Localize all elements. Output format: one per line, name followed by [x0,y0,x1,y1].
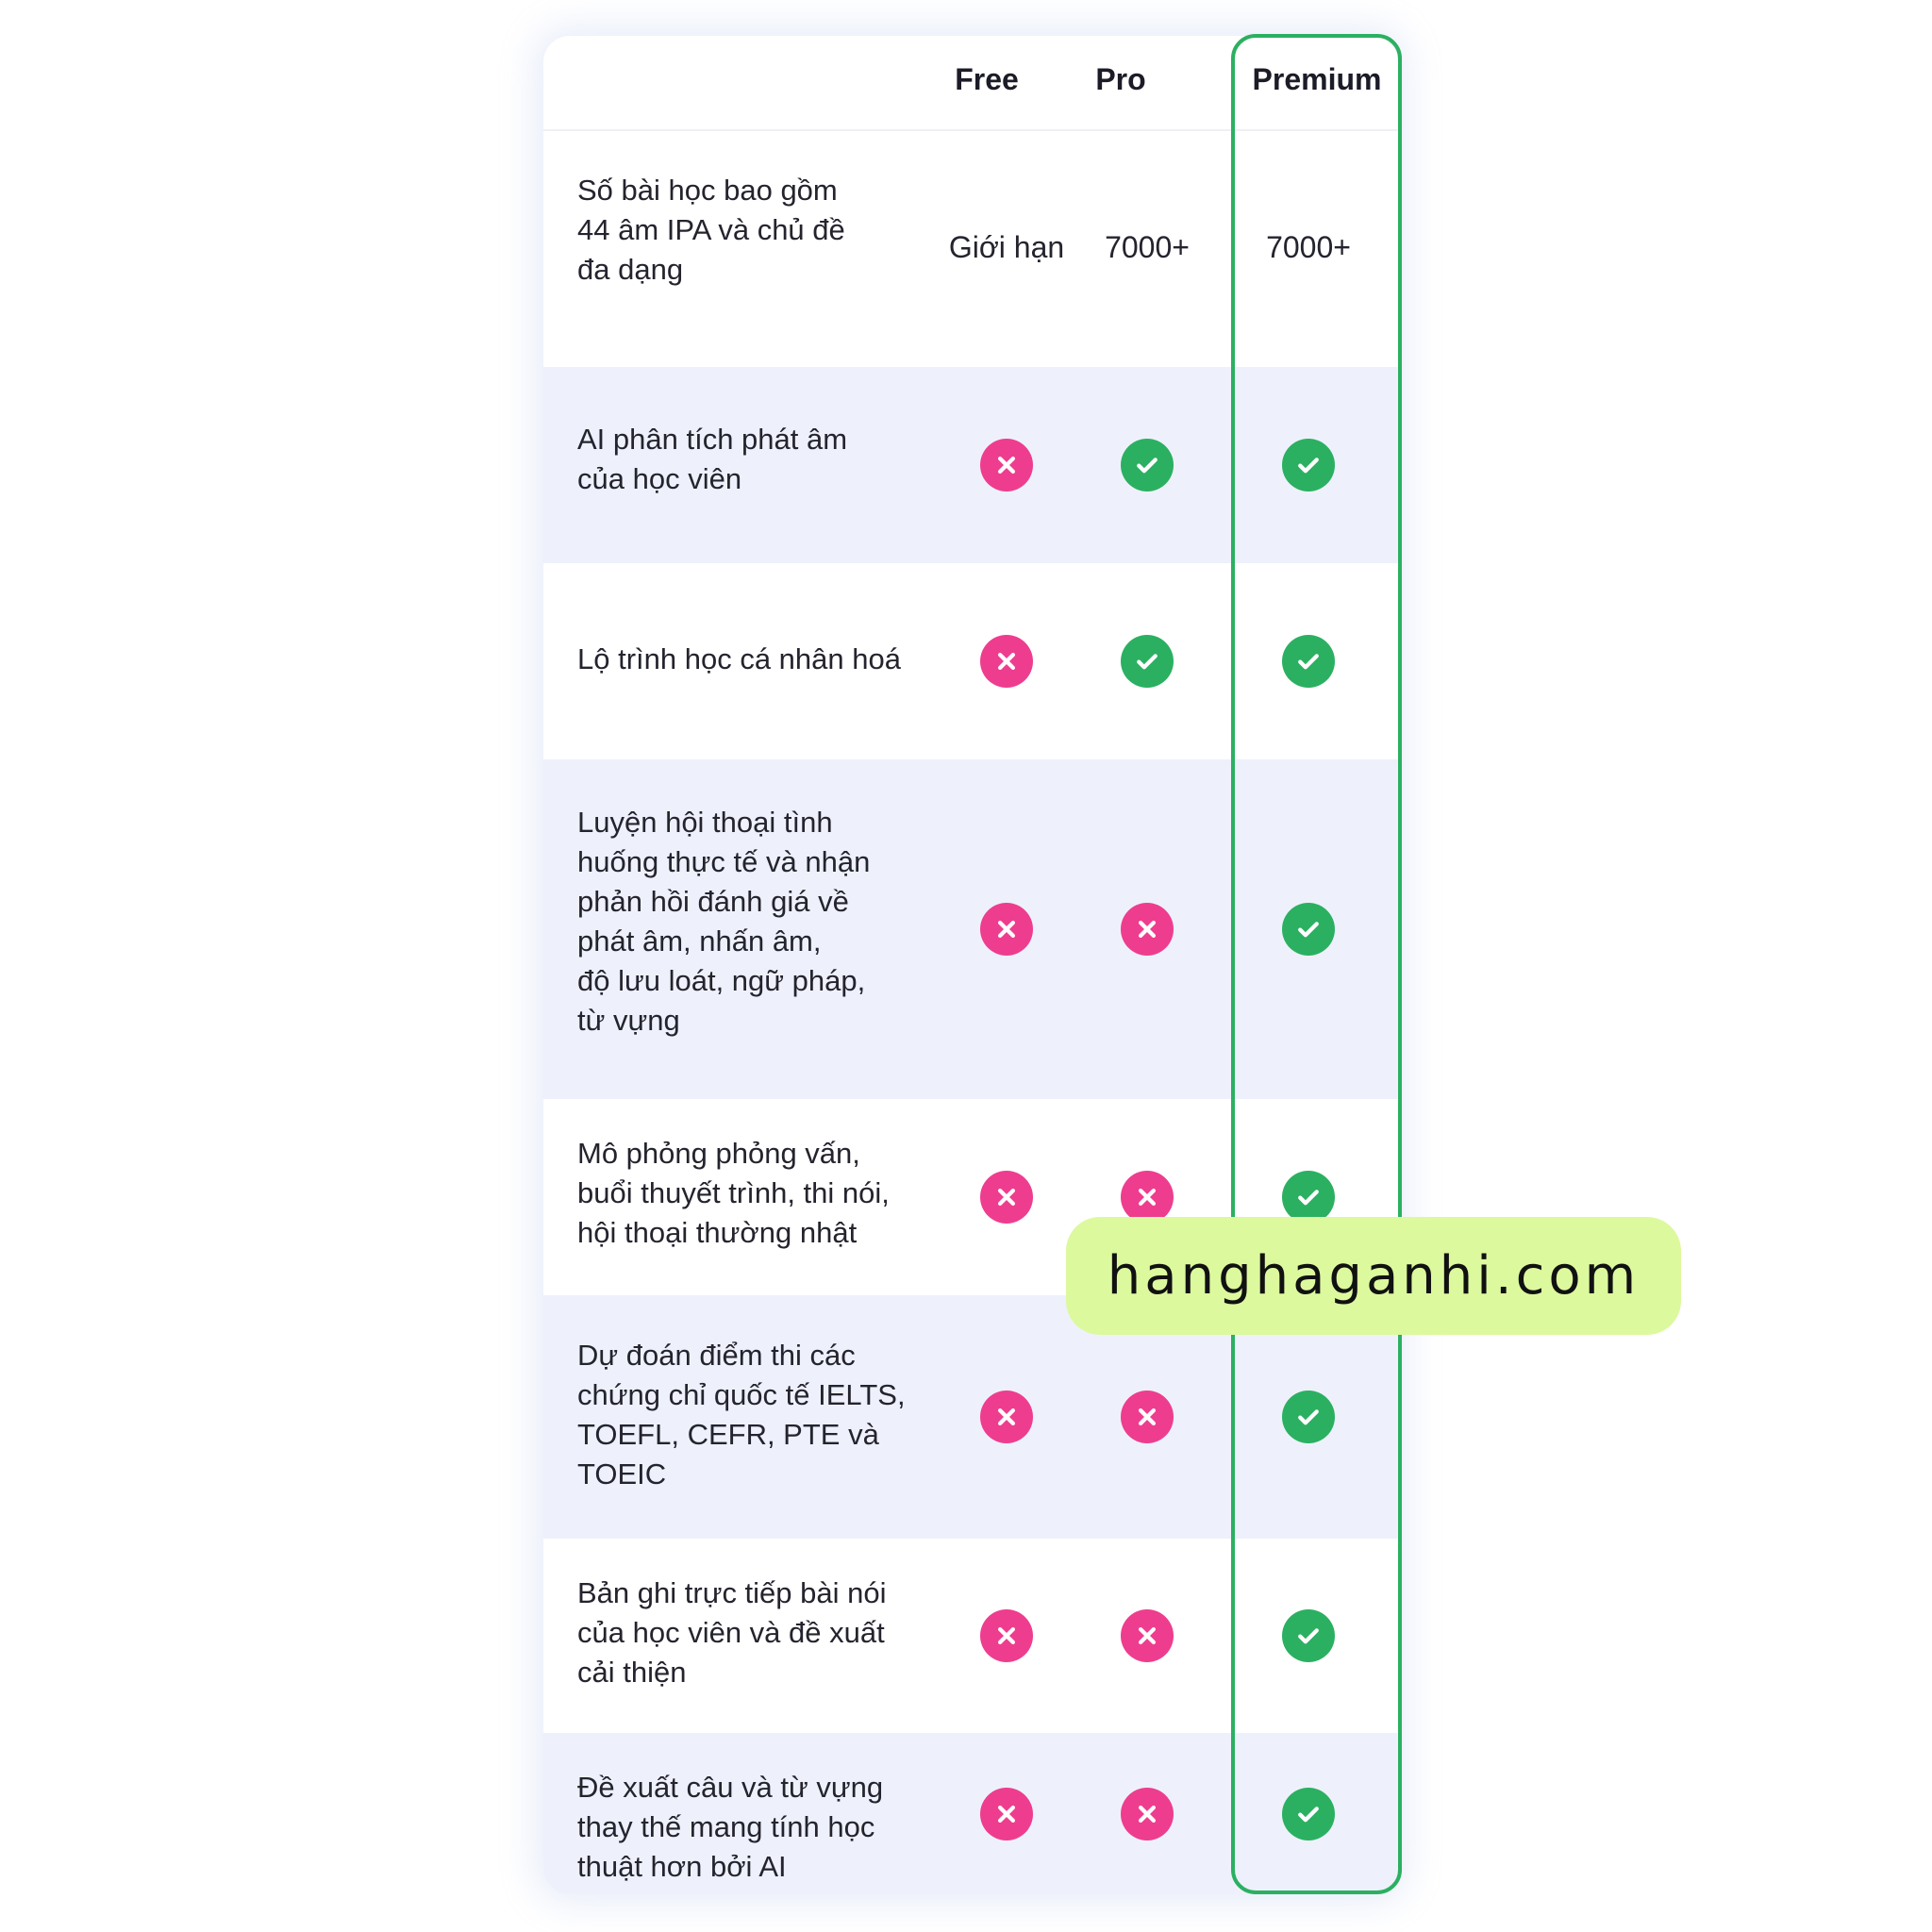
column-header-premium: Premium [1252,62,1382,96]
x-circle-icon [1121,1391,1174,1443]
feature-label: Luyện hội thoại tình huống thực tế và nhận phản hồi đánh giá về phát âm, nhấn âm, độ lưu loát, ngữ pháp, từ vựng [577,806,871,1037]
feature-label: Mô phỏng phỏng vấn, buổi thuyết trình, thi nói, hội thoại thường nhật [577,1137,890,1249]
check-circle-icon [1121,635,1174,688]
watermark-badge [1066,1217,1681,1335]
x-circle-icon [980,1391,1033,1443]
premium-column-highlight [1231,34,1402,1894]
x-circle-icon [1121,1171,1174,1224]
premium-value: 7000+ [1266,230,1351,264]
x-circle-icon [980,439,1033,491]
feature-label: Bản ghi trực tiếp bài nói của học viên và đề xuất cải thiện [577,1576,887,1689]
feature-label: Số bài học bao gồm 44 âm IPA và chủ đề đa dạng [577,174,845,286]
x-circle-icon [980,903,1033,956]
x-circle-icon [980,1788,1033,1840]
feature-label: AI phân tích phát âm của học viên [577,423,848,495]
x-circle-icon [980,1609,1033,1662]
feature-label: Đề xuất câu và từ vựng thay thế mang tính học thuật hơn bởi AI [577,1771,884,1883]
x-circle-icon [1121,1609,1174,1662]
feature-label: Lộ trình học cá nhân hoá [577,642,901,675]
x-circle-icon [1121,903,1174,956]
pro-value: 7000+ [1105,230,1190,264]
check-circle-icon [1121,439,1174,491]
column-header-pro: Pro [1095,62,1146,96]
watermark-text: hanghaganhi.com [1107,1245,1641,1307]
x-circle-icon [1121,1788,1174,1840]
free-value: Giới hạn [948,230,1065,264]
column-header-free: Free [955,62,1019,96]
x-circle-icon [980,635,1033,688]
x-circle-icon [980,1171,1033,1224]
feature-label: Dự đoán điểm thi các chứng chỉ quốc tế IELTS, TOEFL, CEFR, PTE và TOEIC [577,1339,906,1491]
